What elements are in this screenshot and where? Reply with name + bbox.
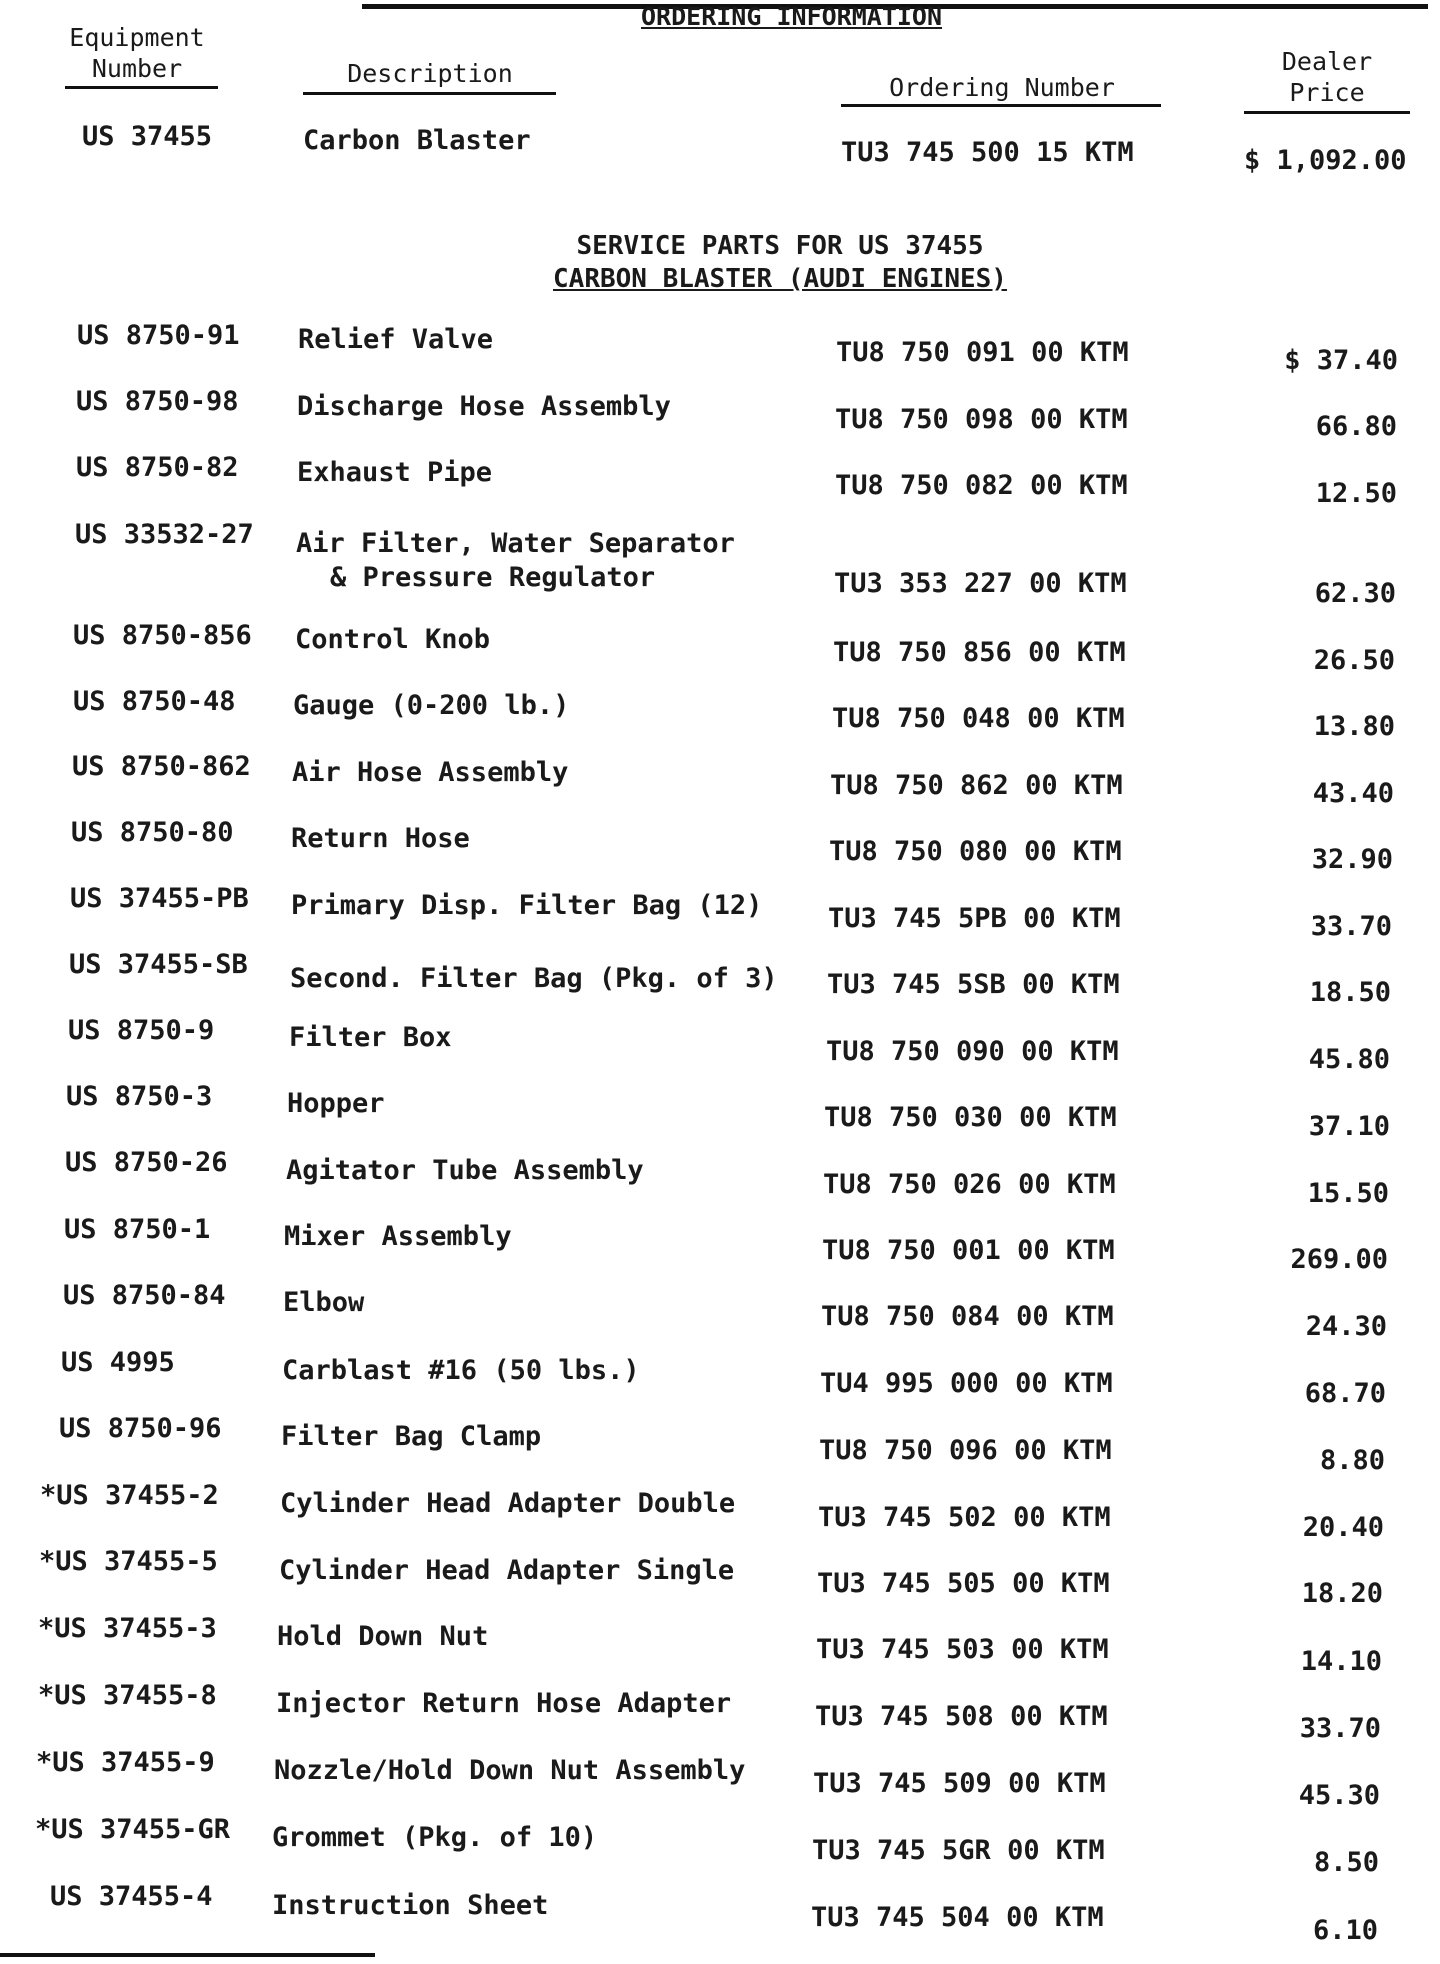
row-dealer-price: 24.30 [1305,1311,1387,1342]
row-ordering-number: TU8 750 080 00 KTM [829,836,1122,867]
row-equipment-number: US 8750-84 [63,1280,226,1311]
row-description: Carblast #16 (50 lbs.) [282,1355,640,1386]
service-title [480,230,1080,296]
service-title-line2: CARBON BLASTER (AUDI ENGINES) [553,264,1007,294]
row-equipment-number: *US 37455-GR [35,1814,231,1845]
row-dealer-price: 33.70 [1310,911,1392,942]
row-description: Return Hose [291,823,470,854]
row-ordering-number: TU3 745 504 00 KTM [811,1902,1104,1933]
row-dealer-price: 269.00 [1290,1244,1388,1275]
row-equipment-number: US 37455-PB [70,883,249,914]
row-ordering-number: TU8 750 856 00 KTM [833,637,1126,668]
row-description: Grommet (Pkg. of 10) [272,1822,598,1853]
row-ordering-number: TU8 750 091 00 KTM [836,337,1129,368]
row-description: Agitator Tube Assembly [286,1155,644,1186]
row-ordering-number: TU3 745 505 00 KTM [817,1568,1110,1599]
header-ordering-rule [841,104,1161,107]
row-ordering-number: TU8 750 048 00 KTM [832,703,1125,734]
row-equipment-number: US 4995 [61,1347,175,1378]
header-price-line1: Dealer [1281,47,1373,76]
row-equipment-number: US 33532-27 [75,519,254,550]
row-dealer-price: 15.50 [1307,1178,1389,1209]
main-item-ordering-number: TU3 745 500 15 KTM [841,137,1134,168]
row-equipment-number: US 8750-862 [72,751,251,782]
header-description: Description [347,59,513,88]
row-dealer-price: 37.10 [1308,1111,1390,1142]
row-ordering-number: TU3 745 508 00 KTM [815,1701,1108,1732]
header-price-line2: Price [1289,78,1365,107]
row-equipment-number: US 8750-96 [59,1413,222,1444]
row-description: Mixer Assembly [284,1221,512,1252]
row-ordering-number: TU8 750 082 00 KTM [835,470,1128,501]
row-equipment-number: US 8750-98 [76,386,239,417]
row-description: Discharge Hose Assembly [297,391,671,422]
row-dealer-price: $ 37.40 [1284,345,1398,376]
row-ordering-number: TU3 745 5GR 00 KTM [812,1835,1105,1866]
row-equipment-number: US 37455-SB [69,949,248,980]
row-description: Hold Down Nut [277,1621,489,1652]
row-description: Filter Bag Clamp [281,1421,542,1452]
row-ordering-number: TU8 750 030 00 KTM [824,1102,1117,1133]
row-dealer-price: 18.20 [1301,1578,1383,1609]
row-equipment-number: US 8750-48 [73,686,236,717]
row-ordering-number: TU8 750 001 00 KTM [822,1235,1115,1266]
row-ordering-number: TU3 745 509 00 KTM [813,1768,1106,1799]
main-item-price: $ 1,092.00 [1244,145,1407,176]
row-equipment-number: *US 37455-5 [39,1546,218,1577]
row-description: Air Filter, Water Separator [296,528,735,559]
row-dealer-price: 13.80 [1313,711,1395,742]
row-dealer-price: 14.10 [1300,1646,1382,1677]
row-equipment-number: US 8750-82 [76,452,239,483]
row-dealer-price: 8.50 [1313,1847,1379,1878]
row-equipment-number: US 37455-4 [50,1881,213,1912]
row-equipment-number: US 8750-80 [71,817,234,848]
row-ordering-number: TU8 750 096 00 KTM [819,1435,1112,1466]
row-dealer-price: 32.90 [1311,844,1393,875]
row-ordering-number: TU3 353 227 00 KTM [834,568,1127,599]
row-ordering-number: TU8 750 098 00 KTM [835,404,1128,435]
row-dealer-price: 6.10 [1312,1915,1378,1946]
row-dealer-price: 18.50 [1309,977,1391,1008]
row-dealer-price: 68.70 [1304,1378,1386,1409]
row-equipment-number: US 8750-1 [64,1214,211,1245]
row-description: Control Knob [295,624,491,655]
row-description: Hopper [287,1088,385,1119]
header-equipment-line1: Equipment [69,23,205,52]
row-dealer-price: 12.50 [1315,478,1397,509]
row-equipment-number: US 8750-91 [77,320,240,351]
row-equipment-number: *US 37455-3 [38,1613,217,1644]
row-equipment-number: US 8750-3 [66,1081,213,1112]
header-equipment-line2: Number [91,54,183,83]
row-description: Filter Box [289,1022,452,1053]
header-equipment [62,22,212,84]
row-dealer-price: 26.50 [1313,645,1395,676]
row-description: Nozzle/Hold Down Nut Assembly [274,1755,746,1786]
header-description-rule [303,92,556,95]
main-item-description: Carbon Blaster [303,125,531,156]
row-ordering-number: TU8 750 090 00 KTM [826,1036,1119,1067]
row-description: Injector Return Hose Adapter [276,1688,732,1719]
row-ordering-number: TU4 995 000 00 KTM [820,1368,1113,1399]
row-description: Second. Filter Bag (Pkg. of 3) [290,963,778,994]
row-equipment-number: US 8750-26 [65,1147,228,1178]
row-ordering-number: TU8 750 084 00 KTM [821,1301,1114,1332]
row-dealer-price: 20.40 [1302,1512,1384,1543]
row-description: Exhaust Pipe [297,457,493,488]
row-dealer-price: 45.80 [1308,1044,1390,1075]
row-equipment-number: US 8750-856 [73,620,252,651]
row-description: Gauge (0-200 lb.) [293,690,570,721]
row-ordering-number: TU3 745 5PB 00 KTM [828,903,1121,934]
row-ordering-number: TU3 745 5SB 00 KTM [827,969,1120,1000]
row-description: Elbow [283,1287,365,1318]
header-dealer-price [1252,46,1402,108]
row-dealer-price: 33.70 [1299,1713,1381,1744]
row-description: Air Hose Assembly [292,757,569,788]
row-dealer-price: 62.30 [1314,578,1396,609]
row-description: Instruction Sheet [272,1890,549,1921]
row-equipment-number: *US 37455-9 [36,1747,215,1778]
row-description: Cylinder Head Adapter Double [280,1488,736,1519]
main-item-equipment: US 37455 [82,121,213,152]
header-ordering-number: Ordering Number [889,73,1115,102]
row-dealer-price: 45.30 [1298,1780,1380,1811]
row-dealer-price: 43.40 [1312,778,1394,809]
row-ordering-number: TU3 745 502 00 KTM [818,1502,1111,1533]
row-ordering-number: TU8 750 862 00 KTM [830,770,1123,801]
header-price-rule [1244,111,1410,114]
row-description: Cylinder Head Adapter Single [279,1555,735,1586]
row-dealer-price: 66.80 [1315,411,1397,442]
row-description: Primary Disp. Filter Bag (12) [291,890,763,921]
row-description-line2: & Pressure Regulator [330,562,656,593]
row-ordering-number: TU3 745 503 00 KTM [816,1634,1109,1665]
row-ordering-number: TU8 750 026 00 KTM [823,1169,1116,1200]
row-equipment-number: *US 37455-8 [38,1680,217,1711]
row-dealer-price: 8.80 [1319,1445,1385,1476]
header-equipment-rule [65,86,218,89]
row-description: Relief Valve [298,324,494,355]
ordering-title: ORDERING INFORMATION [641,2,943,31]
bottom-rule [0,1953,375,1957]
row-equipment-number: US 8750-9 [68,1015,215,1046]
row-equipment-number: *US 37455-2 [40,1480,219,1511]
service-title-line1: SERVICE PARTS FOR US 37455 [576,231,984,261]
